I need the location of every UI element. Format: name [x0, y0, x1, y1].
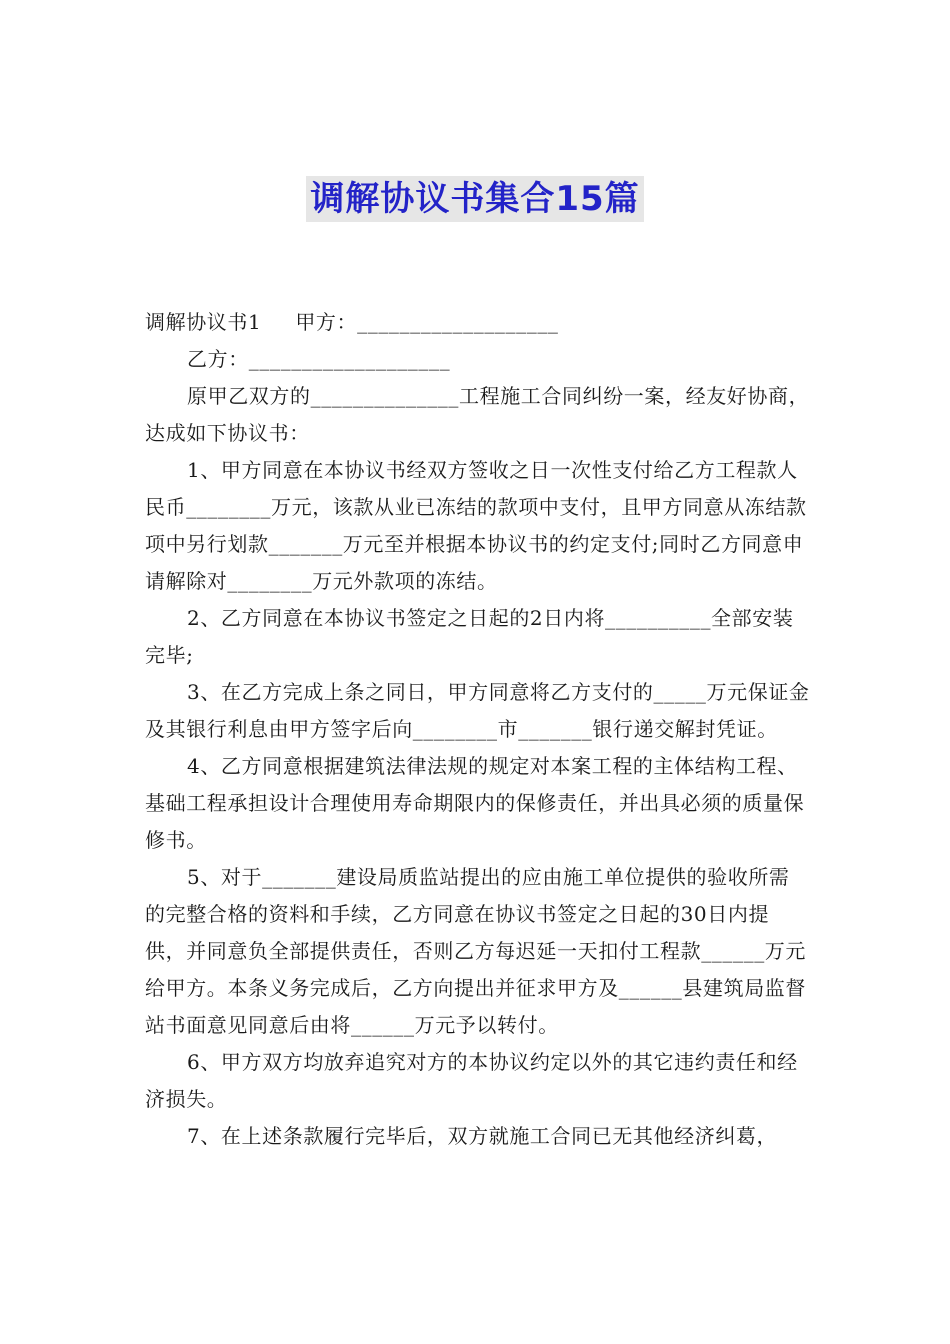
title-container	[0, 176, 950, 222]
document-title: 调解协议书集合15篇	[306, 176, 643, 222]
paragraph-clause-1: 1、甲方同意在本协议书经双方签收之日一次性支付给乙方工程款人民币________万元，该款从业已冻结的款项中支付，且甲方同意从冻结款项中另行划款_______万元至并根据本协议书的约定支付;同时乙方同意申请解除对________万元外款项的冻结。	[145, 458, 807, 593]
header-line	[145, 304, 810, 341]
paragraph-clause-5: 5、对于_______建设局质监站提出的应由施工单位提供的验收所需的完整合格的资料和手续，乙方同意在协议书签定之日起的30日内提供，并同意负全部提供责任，否则乙方每迟延一天扣付工程款______万元给甲方。本条义务完成后，乙方向提出并征求甲方及______县建筑局监督站书面意见同意后由将______万元予以转付。	[145, 865, 806, 1037]
paragraph-intro: 原甲乙双方的______________工程施工合同纠纷一案，经友好协商，达成如下协议书：	[145, 384, 810, 445]
agreement-label: 调解协议书1	[145, 310, 262, 334]
document-body	[145, 304, 810, 1155]
paragraph-clause-7: 7、在上述条款履行完毕后，双方就施工合同已无其他经济纠葛，	[187, 1124, 778, 1148]
paragraph-clause-2: 2、乙方同意在本协议书签定之日起的2日内将__________全部安装完毕;	[145, 606, 794, 667]
paragraph-clause-3: 3、在乙方完成上条之同日，甲方同意将乙方支付的_____万元保证金及其银行利息由甲方签字后向________市_______银行递交解封凭证。	[145, 680, 810, 741]
paragraph-clause-6: 6、甲方双方均放弃追究对方的本协议约定以外的其它违约责任和经济损失。	[145, 1050, 798, 1111]
party-a-field: 甲方：___________________	[295, 310, 559, 334]
paragraph-clause-4: 4、乙方同意根据建筑法律法规的规定对本案工程的主体结构工程、基础工程承担设计合理使用寿命期限内的保修责任，并出具必须的质量保修书。	[145, 754, 805, 852]
party-b-field: 乙方：___________________	[187, 347, 451, 371]
